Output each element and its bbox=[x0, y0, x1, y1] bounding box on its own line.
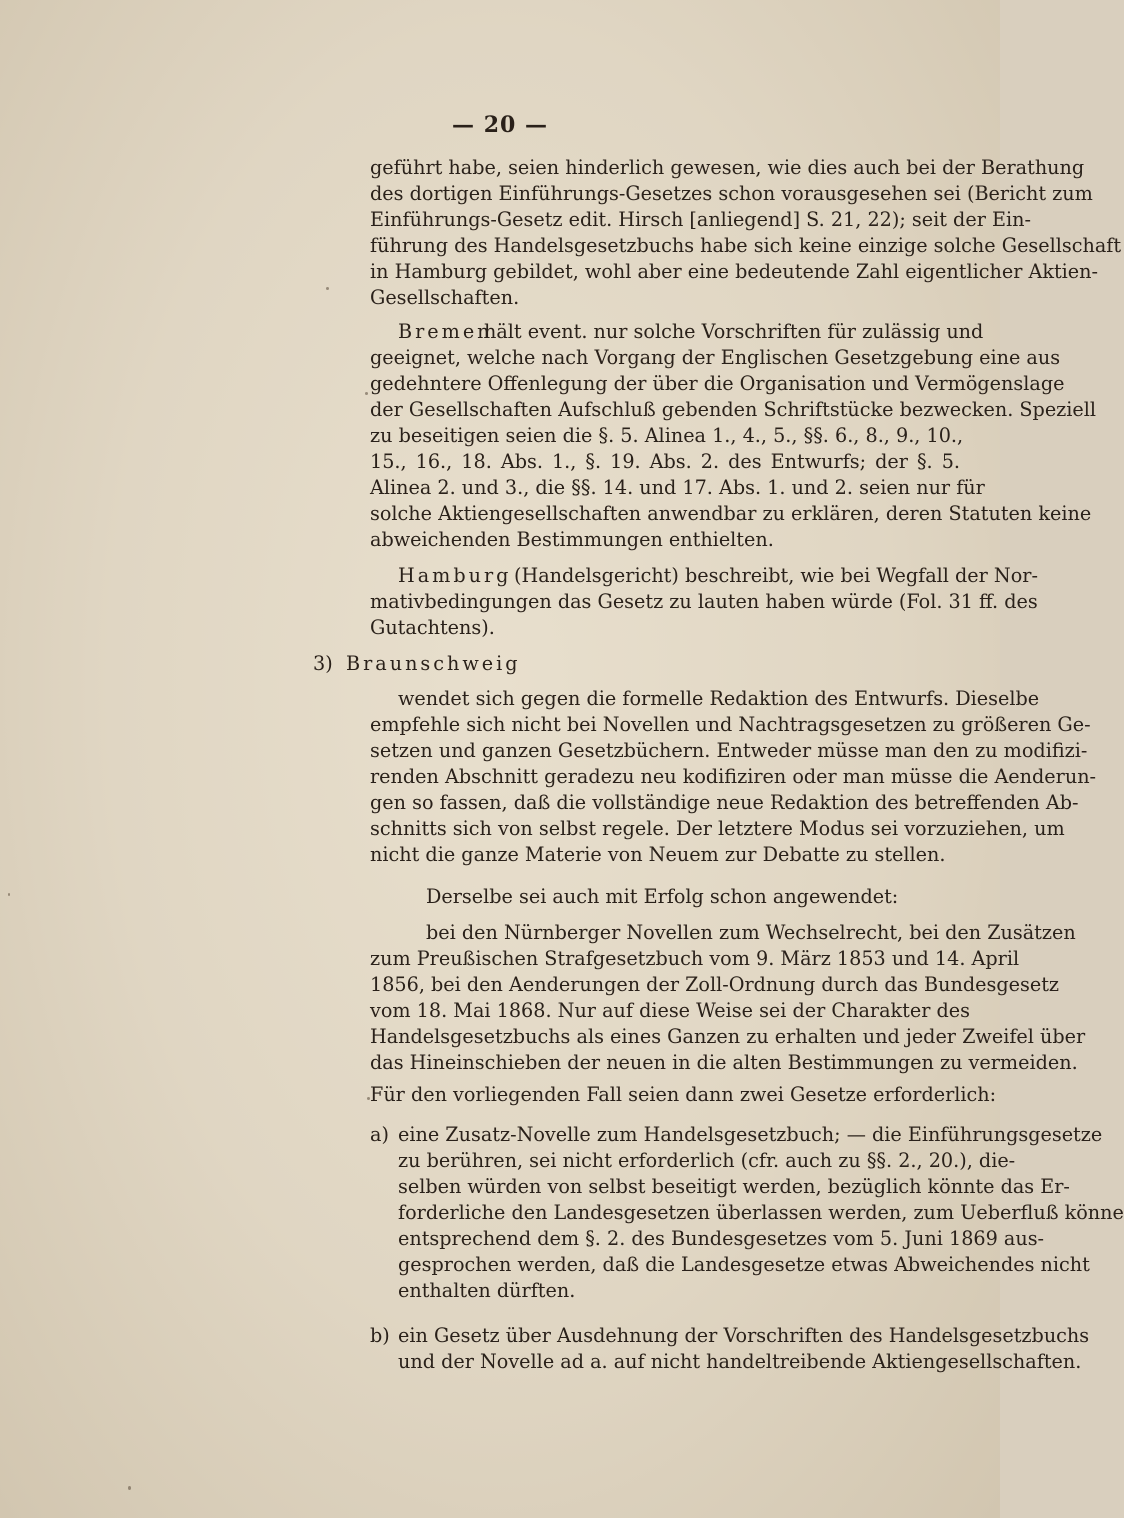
text-line: zu beseitigen seien die §. 5. Alinea 1., 4., 5., §§. 6., 8., 9., 10., bbox=[370, 424, 964, 447]
scan-speck bbox=[326, 287, 329, 290]
text-line: in Hamburg gebildet, wohl aber eine bedeutende Zahl eigentlicher Aktien- bbox=[370, 260, 1099, 283]
text-line: gedehntere Offenlegung der über die Organisation und Vermögenslage bbox=[370, 372, 1065, 395]
text-line: (Handelsgericht) beschreibt, wie bei Wegfall der Nor- bbox=[514, 564, 1038, 587]
text-line: des dortigen Einführungs-Gesetzes schon vorausgesehen sei (Bericht zum bbox=[370, 182, 1093, 205]
scan-speck bbox=[8, 893, 10, 896]
text-line: selben würden von selbst beseitigt werden, bezüglich könnte das Er- bbox=[398, 1175, 1070, 1198]
list-marker-a: a) bbox=[370, 1123, 389, 1146]
text-line: 1856, bei den Aenderungen der Zoll-Ordnung durch das Bundesgesetz bbox=[370, 973, 1060, 996]
text-line: zu berühren, sei nicht erforderlich (cfr. auch zu §§. 2., 20.), die- bbox=[398, 1149, 1016, 1172]
text-line: geführt habe, seien hinderlich gewesen, wie dies auch bei der Berathung bbox=[370, 156, 1085, 179]
text-line: gesprochen werden, daß die Landesgesetze etwas Abweichendes nicht bbox=[398, 1253, 1090, 1276]
text-line: vom 18. Mai 1868. Nur auf diese Weise sei der Charakter des bbox=[370, 999, 970, 1022]
text-line: Derselbe sei auch mit Erfolg schon angewendet: bbox=[426, 885, 899, 908]
text-line: gen so fassen, daß die vollständige neue Redaktion des betreffenden Ab- bbox=[370, 791, 1079, 814]
text-line: eine Zusatz-Novelle zum Handelsgesetzbuch; — die Einführungsgesetze bbox=[398, 1123, 1103, 1146]
state-name-bremen: Bremen bbox=[398, 320, 493, 343]
text-line: mativbedingungen das Gesetz zu lauten haben würde (Fol. 31 ff. des bbox=[370, 590, 1038, 613]
text-line: zum Preußischen Strafgesetzbuch vom 9. März 1853 und 14. April bbox=[370, 947, 1020, 970]
page-number: — 20 — bbox=[452, 112, 548, 138]
text-line: abweichenden Bestimmungen enthielten. bbox=[370, 528, 774, 551]
text-line: renden Abschnitt geradezu neu kodifiziren oder man müsse die Aenderun- bbox=[370, 765, 1097, 788]
scan-speck bbox=[128, 1486, 131, 1490]
text-line: und der Novelle ad a. auf nicht handeltreibende Aktiengesellschaften. bbox=[398, 1350, 1082, 1373]
text-line: setzen und ganzen Gesetzbüchern. Entweder müsse man den zu modifizi- bbox=[370, 739, 1088, 762]
text-line: nicht die ganze Materie von Neuem zur Debatte zu stellen. bbox=[370, 843, 946, 866]
text-line: Handelsgesetzbuchs als eines Ganzen zu erhalten und jeder Zweifel über bbox=[370, 1025, 1086, 1048]
text-line: Gutachtens). bbox=[370, 616, 495, 639]
text-line: empfehle sich nicht bei Novellen und Nachtragsgesetzen zu größeren Ge- bbox=[370, 713, 1091, 736]
text-line: 15., 16., 18. Abs. 1., §. 19. Abs. 2. des Entwurfs; der §. 5. bbox=[370, 450, 960, 473]
text-line: Gesellschaften. bbox=[370, 286, 520, 309]
text-line: bei den Nürnberger Novellen zum Wechselrecht, bei den Zusätzen bbox=[426, 921, 1076, 944]
text-line: wendet sich gegen die formelle Redaktion des Entwurfs. Dieselbe bbox=[398, 687, 1040, 710]
text-line: führung des Handelsgesetzbuchs habe sich keine einzige solche Gesellschaft bbox=[370, 234, 1122, 257]
text-line: enthalten dürften. bbox=[398, 1279, 576, 1302]
text-line: schnitts sich von selbst regele. Der letztere Modus sei vorzuziehen, um bbox=[370, 817, 1065, 840]
text-line: Alinea 2. und 3., die §§. 14. und 17. Abs. 1. und 2. seien nur für bbox=[370, 476, 985, 499]
list-marker-b: b) bbox=[370, 1324, 390, 1347]
section-number: 3) bbox=[313, 652, 333, 675]
scan-speck bbox=[365, 392, 368, 395]
state-name-hamburg: Hamburg bbox=[398, 564, 512, 587]
text-line: hält event. nur solche Vorschriften für zulässig und bbox=[484, 320, 984, 343]
text-line: forderliche den Landesgesetzen überlassen werden, zum Ueberfluß könne bbox=[398, 1201, 1124, 1224]
text-line: geeignet, welche nach Vorgang der Englischen Gesetzgebung eine aus bbox=[370, 346, 1061, 369]
text-line: solche Aktiengesellschaften anwendbar zu erklären, deren Statuten keine bbox=[370, 502, 1092, 525]
text-line: das Hineinschieben der neuen in die alten Bestimmungen zu vermeiden. bbox=[370, 1051, 1078, 1074]
scan-speck bbox=[367, 1097, 370, 1100]
text-line: der Gesellschaften Aufschluß gebenden Schriftstücke bezwecken. Speziell bbox=[370, 398, 1097, 421]
text-line: Für den vorliegenden Fall seien dann zwei Gesetze erforderlich: bbox=[370, 1083, 997, 1106]
text-line: entsprechend dem §. 2. des Bundesgesetzes vom 5. Juni 1869 aus- bbox=[398, 1227, 1045, 1250]
text-line: ein Gesetz über Ausdehnung der Vorschriften des Handelsgesetzbuchs bbox=[398, 1324, 1090, 1347]
text-line: Einführungs-Gesetz edit. Hirsch [anliegend] S. 21, 22); seit der Ein- bbox=[370, 208, 1031, 231]
section-heading-braunschweig: Braunschweig bbox=[346, 652, 521, 675]
